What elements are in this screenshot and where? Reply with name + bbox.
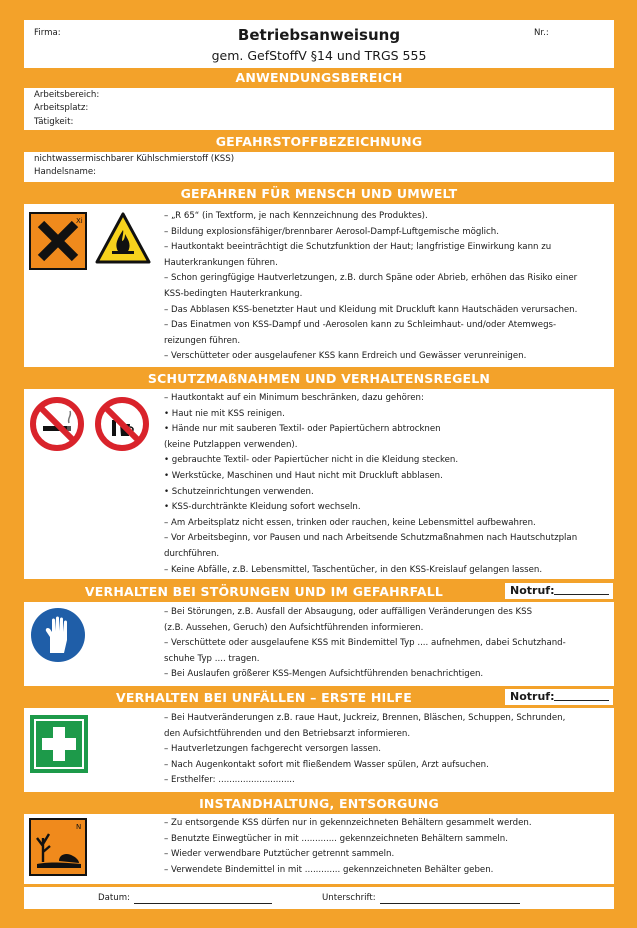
list-item: – Benutzte Einwegtücher in mit ............. gekennzeichneten Behältern sammeln. [164, 833, 508, 844]
list-item: – Vor Arbeitsbeginn, vor Pausen und nach Arbeitsende Schutzmaßnahmen nach Hautschutzplan [164, 533, 578, 544]
entsorgung-list [164, 816, 532, 878]
list-item: KSS-bedingten Hauterkrankung. [164, 288, 303, 299]
notruf-line [554, 700, 609, 701]
n-label: N [76, 823, 82, 831]
section-heading-anwendungsbereich: ANWENDUNGSBEREICH [235, 70, 403, 85]
list-item: • Hände nur mit sauberen Textil- oder Papiertüchern abtrocknen [164, 424, 441, 435]
list-item: – Hautkontakt beeinträchtigt die Schutzfunktion der Haut; langfristige Einwirkung kann zu [164, 242, 552, 253]
unfall-box [24, 708, 614, 792]
list-item: – Hautverletzungen fachgerecht versorgen lassen. [164, 744, 381, 755]
no-eating-drinking-icon [94, 396, 150, 452]
gefahrstoff-box [24, 152, 614, 182]
gefahren-list [164, 209, 577, 365]
harmful-xi-icon [29, 212, 87, 270]
section-heading-unfaelle: VERHALTEN BEI UNFÄLLEN – ERSTE HILFE [115, 690, 413, 705]
wear-gloves-icon [30, 607, 86, 663]
schutz-box [24, 389, 614, 579]
anwendungsbereich-box [24, 88, 614, 130]
list-item: • KSS-durchtränkte Kleidung sofort wechseln. [164, 502, 361, 513]
list-item: Hauterkrankungen führen. [164, 257, 278, 268]
list-item: – Nach Augenkontakt sofort mit fließendem Wasser spülen, Arzt aufsuchen. [164, 759, 489, 770]
list-item: – Ersthelfer: ............................ [164, 775, 295, 786]
notruf-label: Notruf: [510, 584, 555, 597]
handelsname-label: Handelsname: [34, 167, 97, 178]
list-item: – Das Einatmen von KSS-Dampf und -Aerosolen kann zu Schleimhaut- und/oder Atemwegs- [164, 320, 557, 331]
list-item: • Werkstücke, Maschinen und Haut nicht mit Druckluft abblasen. [164, 470, 443, 481]
list-item: – Zu entsorgende KSS dürfen nur in gekennzeichneten Behältern gesammelt werden. [164, 818, 532, 828]
stoerung-list [164, 605, 566, 683]
list-item: – Verschütteter oder ausgelaufener KSS kann Erdreich und Gewässer verunreinigen. [164, 351, 527, 362]
list-item: – Verwendete Bindemittel in mit ............. gekennzeichneten Behälter geben. [164, 864, 494, 875]
list-item: den Aufsichtführenden und den Betriebsarzt informieren. [164, 728, 411, 739]
list-item: – Hautkontakt auf ein Minimum beschränken, dazu gehören: [164, 393, 424, 403]
xi-label: Xi [76, 217, 83, 225]
arbeitsbereich-label: Arbeitsbereich: [34, 90, 100, 100]
section-heading-gefahren: GEFAHREN FÜR MENSCH UND UMWELT [180, 186, 458, 201]
substance-name: nichtwassermischbarer Kühlschmierstoff (KSS) [34, 154, 235, 164]
arbeitsplatz-label: Arbeitsplatz: [34, 103, 89, 114]
section-heading-schutzmassnahmen: SCHUTZMAßNAHMEN UND VERHALTENSREGELN [147, 371, 491, 386]
list-item: durchführen. [164, 548, 220, 559]
gefahrstoff-rows [34, 153, 234, 180]
environment-hazard-n-icon [29, 818, 87, 876]
list-item: – „R 65“ (in Textform, je nach Kennzeichnung des Produktes). [164, 211, 428, 221]
list-item: – Bei Auslaufen größerer KSS-Mengen Aufsichtführenden benachrichtigen. [164, 669, 484, 680]
list-item: – Am Arbeitsplatz nicht essen, trinken oder rauchen, keine Lebensmittel aufbewahren. [164, 517, 536, 528]
list-item: (keine Putzlappen verwenden). [164, 439, 298, 450]
unfall-list [164, 711, 565, 789]
first-aid-icon [30, 715, 88, 773]
list-item: – Keine Abfälle, z.B. Lebensmittel, Taschentücher, in den KSS-Kreislauf gelangen lassen. [164, 564, 543, 575]
list-item: – Verschüttete oder ausgelaufene KSS mit Bindemittel Typ .... aufnehmen, dabei Schutzhand- [164, 638, 566, 649]
list-item: • gebrauchte Textil- oder Papiertücher nicht in die Kleidung stecken. [164, 455, 459, 466]
list-item: – Bildung explosionsfähiger/brennbarer Aerosol-Dampf-Luftgemische möglich. [164, 226, 499, 237]
notruf-line [554, 594, 609, 595]
list-item: – Schon geringfügige Hautverletzungen, z.B. durch Späne oder Abrieb, erhöhen das Risiko einer [164, 273, 578, 284]
gefahren-box [24, 204, 614, 367]
signature-box [24, 887, 614, 909]
list-item: • Haut nie mit KSS reinigen. [164, 408, 285, 419]
unterschrift-line[interactable] [380, 903, 520, 904]
notruf-field-unfall [505, 689, 613, 705]
unterschrift-label: Unterschrift: [322, 893, 376, 903]
datum-line[interactable] [134, 903, 272, 904]
datum-label: Datum: [98, 893, 130, 903]
firma-label: Firma: [34, 28, 61, 38]
document-subtitle: gem. GefStoffV §14 und TRGS 555 [211, 48, 427, 63]
anwendung-rows [34, 89, 99, 129]
list-item: – Bei Störungen, z.B. Ausfall der Absaugung, oder auffälligen Veränderungen des KSS [164, 607, 533, 617]
section-heading-stoerungen: VERHALTEN BEI STÖRUNGEN UND IM GEFAHRFALL [84, 584, 444, 599]
section-heading-entsorgung: INSTANDHALTUNG, ENTSORGUNG [199, 796, 439, 811]
stoerung-box [24, 602, 614, 686]
no-smoking-icon [29, 396, 85, 452]
entsorgung-box [24, 814, 614, 884]
list-item: • Schutzeinrichtungen verwenden. [164, 486, 314, 497]
notruf-field-stoerung [505, 583, 613, 599]
list-item: schuhe Typ .... tragen. [164, 653, 260, 664]
schutz-list [164, 391, 577, 578]
flammable-warning-icon [94, 210, 152, 268]
document-title: Betriebsanweisung [237, 26, 401, 44]
header-box [24, 20, 614, 68]
list-item: (z.B. Aussehen, Geruch) den Aufsichtführenden informieren. [164, 622, 424, 633]
taetigkeit-label: Tätigkeit: [34, 116, 74, 127]
list-item: – Wieder verwendbare Putztücher getrennt sammeln. [164, 849, 395, 860]
list-item: – Das Abblasen KSS-benetzter Haut und Kleidung mit Druckluft kann Hautschäden verursachen. [164, 304, 578, 315]
notruf-label: Notruf: [510, 690, 555, 703]
section-heading-gefahrstoffbezeichnung: GEFAHRSTOFFBEZEICHNUNG [215, 134, 423, 149]
list-item: reizungen führen. [164, 335, 241, 346]
nr-label: Nr.: [534, 28, 549, 38]
list-item: – Bei Hautveränderungen z.B. raue Haut, Juckreiz, Brennen, Bläschen, Schuppen, Schrunden, [164, 713, 566, 723]
